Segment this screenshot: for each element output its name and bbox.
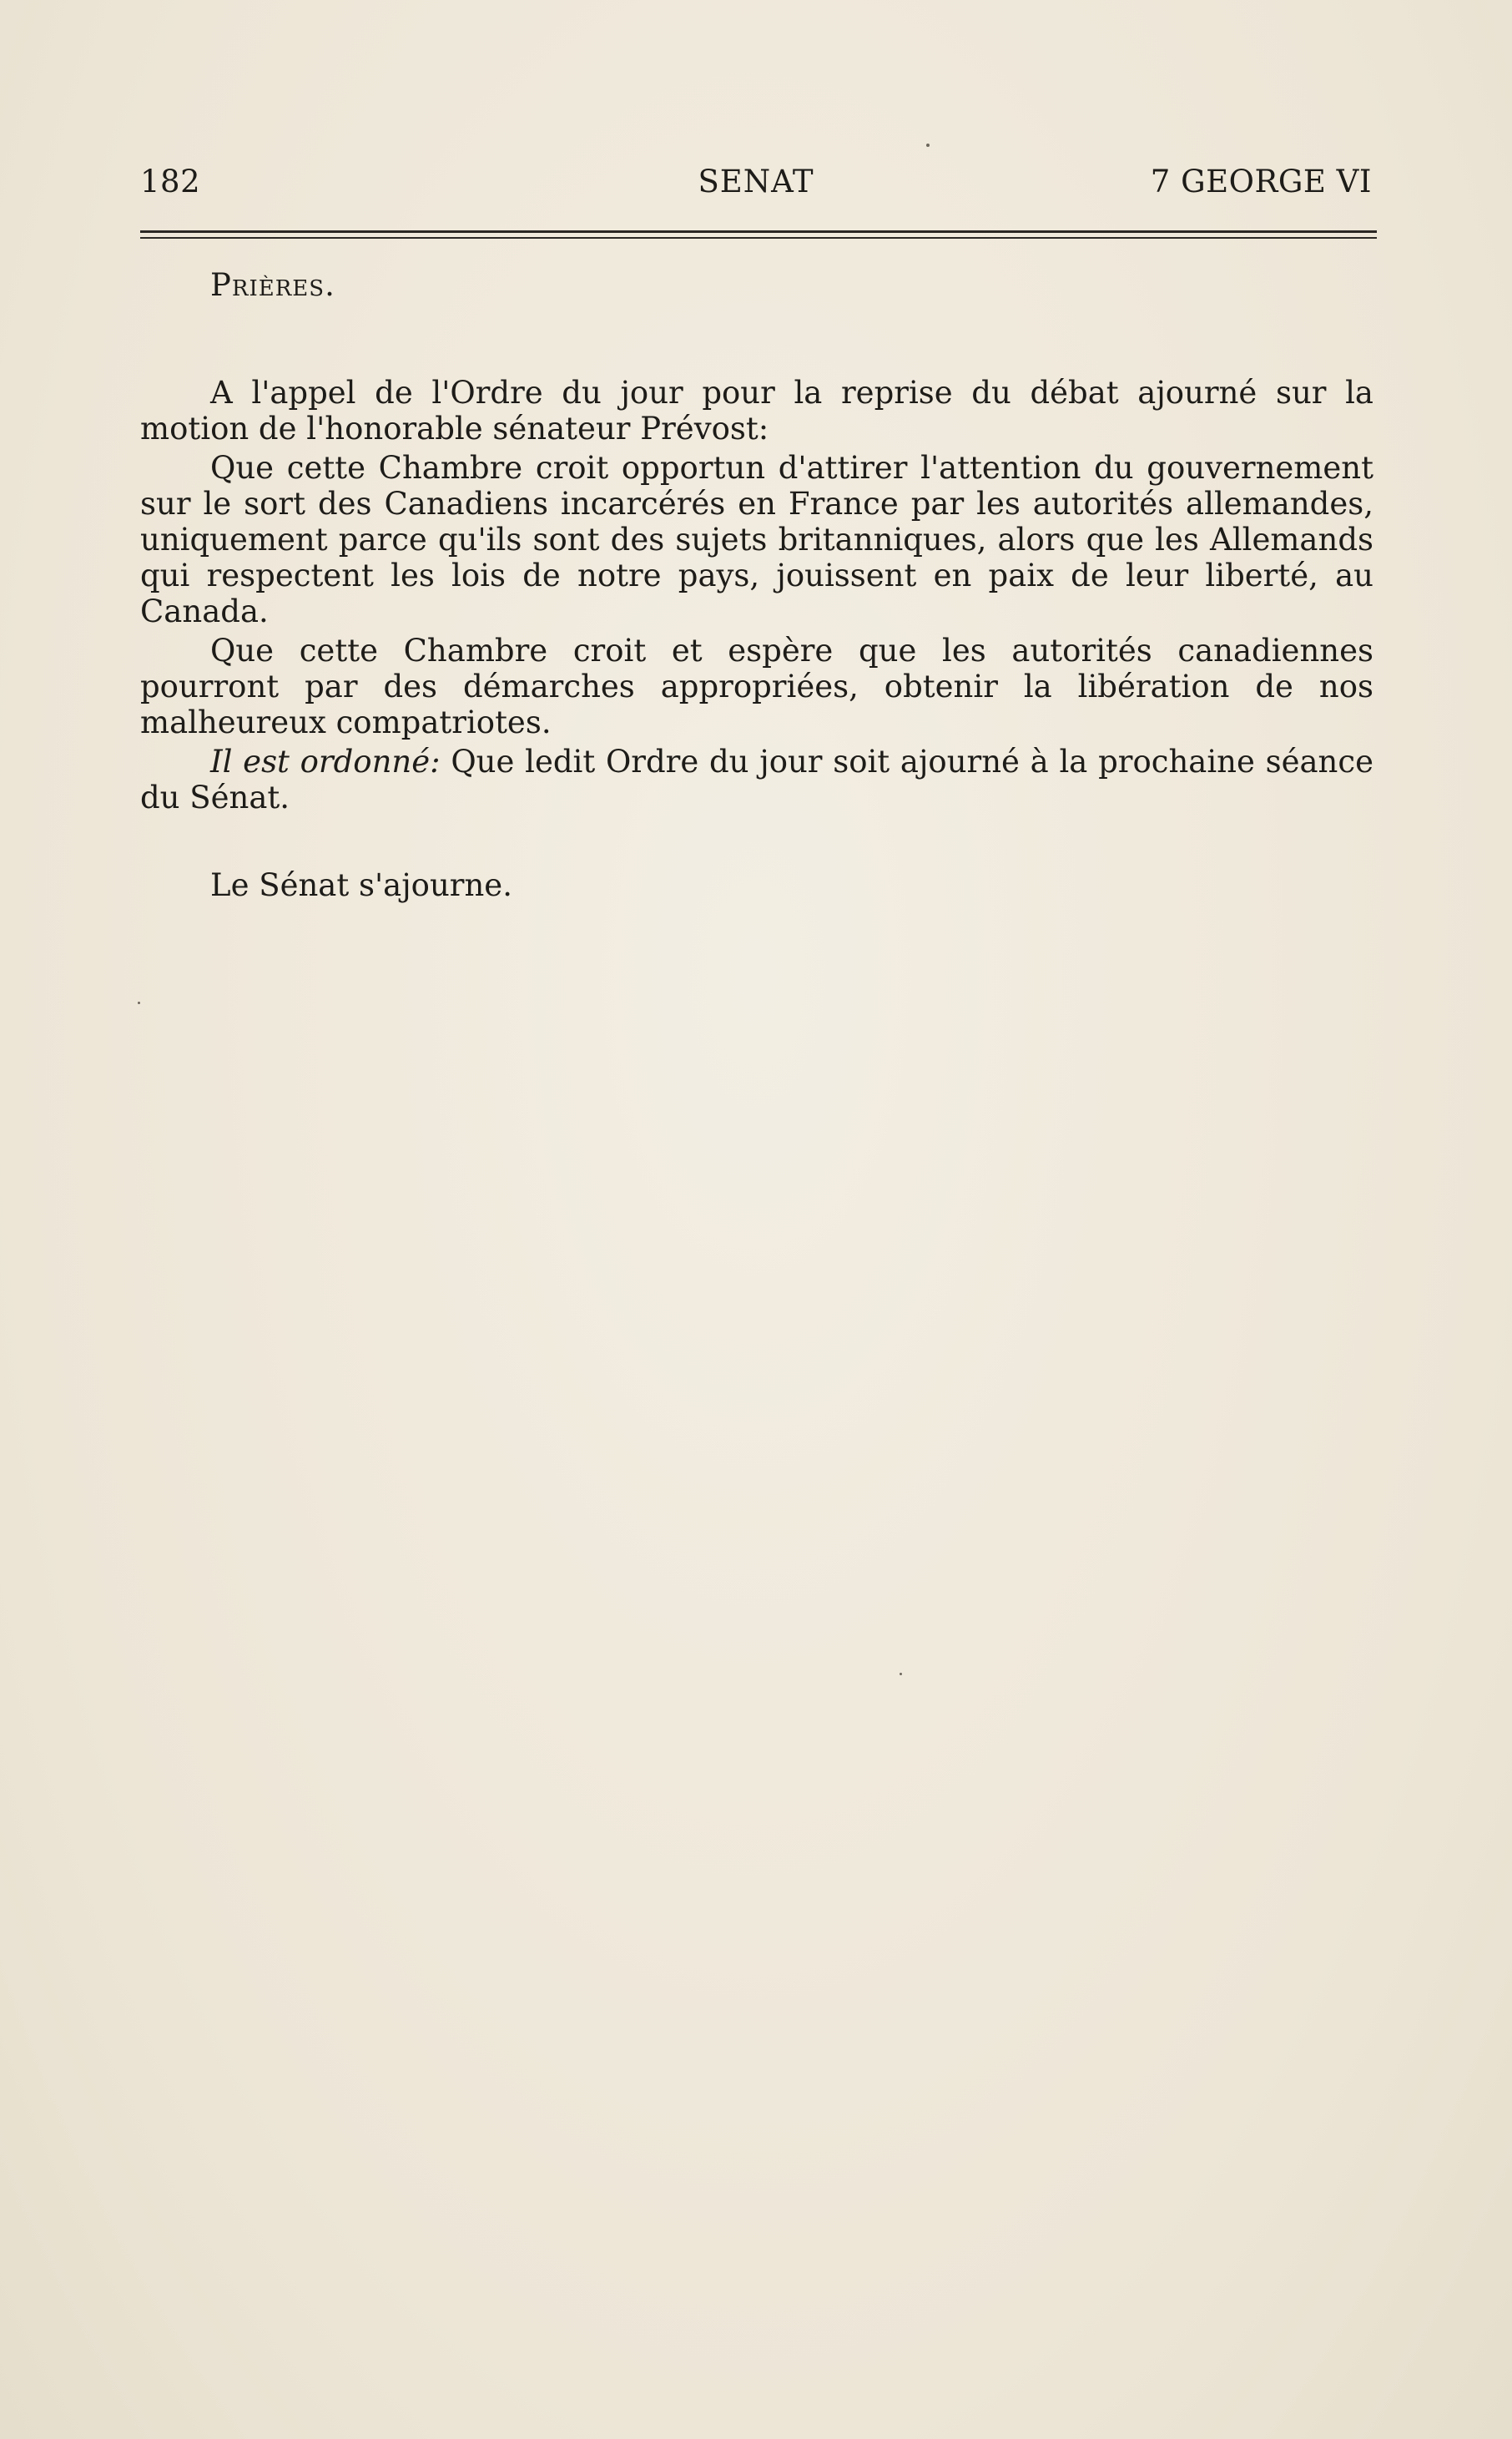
prayers-heading: Prières. (210, 267, 335, 303)
order-call-paragraph: A l'appel de l'Ordre du jour pour la reprise du débat ajourné sur la motion de l'honorable sénateur Prévost: (140, 375, 1373, 447)
page-header (140, 164, 1372, 205)
journal-body (140, 267, 1373, 903)
motion-paragraph-1: Que cette Chambre croit opportun d'attirer l'attention du gouvernement sur le sort des Canadiens incarcérés en France par les autorités allemandes, uniquement parce qu'ils sont des sujets britanniques, alors que les Allemands qui respectent les lois de notre pays, jouissent en paix de leur liberté, au Canada. (140, 450, 1373, 629)
adjournment-line: Le Sénat s'ajourne. (210, 867, 512, 903)
print-speck (926, 144, 930, 147)
header-rule-bottom (140, 237, 1377, 239)
regnal-year: 7 GEORGE VI (1150, 164, 1372, 199)
page-number: 182 (140, 164, 201, 199)
motion-paragraph-2: Que cette Chambre croit et espère que les autorités canadiennes pourront par des démarches appropriées, obtenir la libération de nos malheureux compatriotes. (140, 633, 1373, 740)
ordered-label: Il est ordonné: (210, 744, 441, 780)
ordered-paragraph (140, 744, 1373, 816)
ordered-text: Que ledit Ordre du jour soit ajourné à la prochaine séance du Sénat. (140, 744, 1374, 816)
print-speck (900, 1673, 902, 1675)
header-rule-top (140, 230, 1377, 233)
print-speck (138, 1002, 140, 1004)
running-title: SENAT (698, 164, 814, 199)
